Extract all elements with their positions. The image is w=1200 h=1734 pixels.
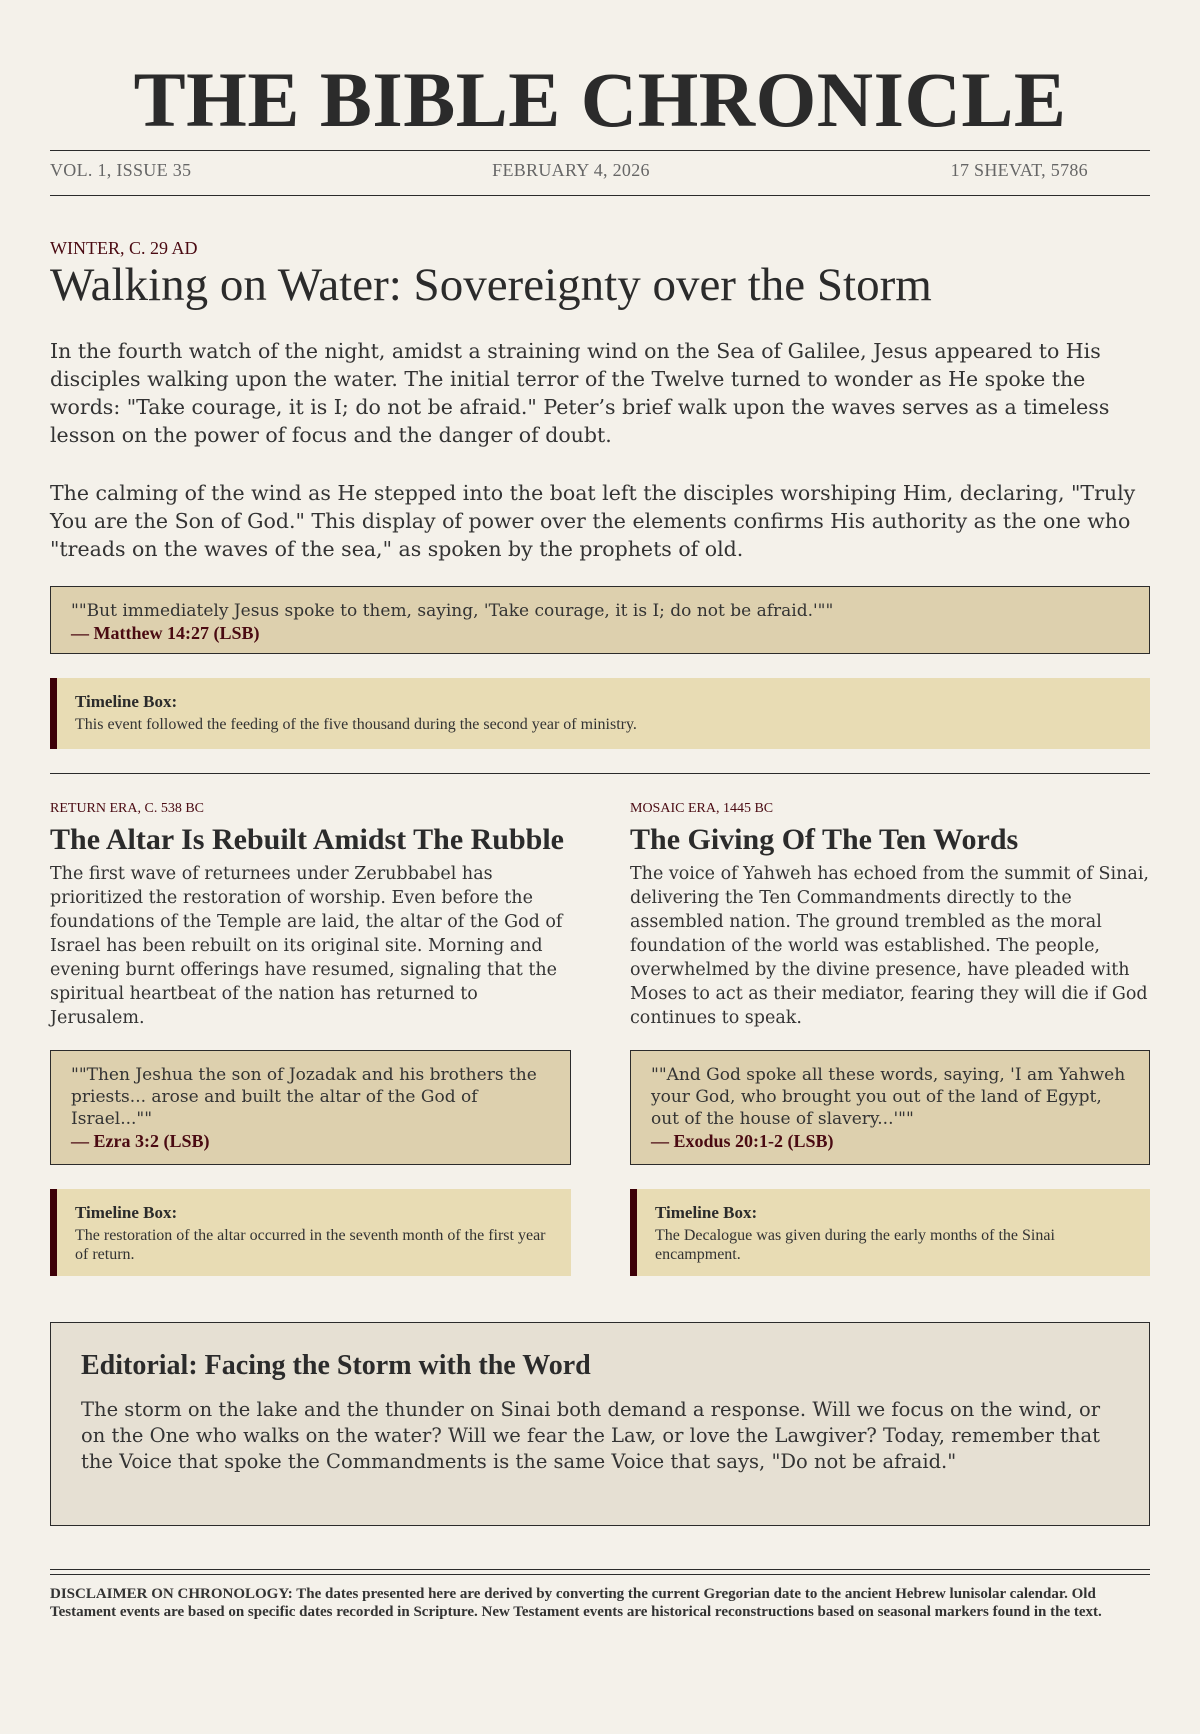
- article-scripture-quote: [630, 1050, 1150, 1165]
- article-headline: The Giving Of The Ten Words: [630, 823, 1019, 856]
- lead-scripture-quote: [50, 586, 1150, 654]
- dateline: [50, 160, 1150, 181]
- article-altar: [50, 800, 571, 1276]
- editorial-title: Editorial: Facing the Storm with the Word: [81, 1350, 591, 1381]
- quote-text: ""But immediately Jesus spoke to them, saying, 'Take courage, it is I; do not be afraid.'"": [71, 601, 834, 621]
- article-headline: The Altar Is Rebuilt Amidst The Rubble: [50, 823, 564, 856]
- article-ten-words: [630, 800, 1150, 1276]
- section-divider: [50, 773, 1150, 774]
- timeline-title: Timeline Box:: [655, 1203, 758, 1222]
- quote-text: ""And God spoke all these words, saying, 'I am Yahweh your God, who brought you out of the land of Egypt, out of the house of slavery...'"": [651, 1065, 1126, 1129]
- editorial-body: The storm on the lake and the thunder on Sinai both demand a response. Will we focus on the wind, or on the One who walks on the water? Will we fear the Law, or love the Lawgiver? Today, remember that the Voice that spoke the Commandments is the same Voice that says, "Do not be afraid.": [81, 1398, 1101, 1473]
- quote-reference: — Ezra 3:2 (LSB): [71, 1131, 210, 1151]
- quote-text: ""Then Jeshua the son of Jozadak and his brothers the priests... arose and built the altar of the God of Israel..."": [71, 1065, 537, 1129]
- article-body: The voice of Yahweh has echoed from the summit of Sinai, delivering the Ten Commandments directly to the assembled nation. The ground trembled as the moral foundation of the world was established. The people, overwhelmed by the divine presence, have pleaded with Moses to act as their mediator, fearing they will die if God continues to speak.: [630, 864, 1149, 1028]
- quote-reference: — Exodus 20:1-2 (LSB): [651, 1131, 834, 1151]
- hebrew-date: 17 SHEVAT, 5786: [950, 160, 1088, 180]
- timeline-title: Timeline Box:: [75, 1203, 178, 1222]
- quote-reference: — Matthew 14:27 (LSB): [71, 623, 260, 643]
- article-scripture-quote: [50, 1050, 571, 1165]
- article-body: The first wave of returnees under Zerubbabel has prioritized the restoration of worship. Even before the foundations of the Temple are laid, the altar of the God of Israel has been rebuilt on its original site. Morning and evening burnt offerings have resumed, signaling that the spiritual heartbeat of the nation has returned to Jerusalem.: [50, 864, 563, 1028]
- article-timeline-box: [50, 1189, 571, 1276]
- lead-kicker: WINTER, C. 29 AD: [50, 238, 198, 258]
- chronology-disclaimer: DISCLAIMER ON CHRONOLOGY: The dates presented here are derived by converting the current Gregorian date to the ancient Hebrew lunisolar calendar. Old Testament events are based on specific dates recorded in Scripture. New Testament events are historical reconstructions based on seasonal markers found in the text.: [50, 1586, 1102, 1620]
- masthead-bottom-rule: [50, 195, 1150, 196]
- lead-paragraph: In the fourth watch of the night, amidst a straining wind on the Sea of Galilee, Jesus appeared to His disciples walking upon the water. The initial terror of the Twelve turned to wonder as He spoke the words: "Take courage, it is I; do not be afraid." Peter’s brief walk upon the waves serves as a timeless lesson on the power of focus and the danger of doubt.: [50, 339, 1110, 447]
- timeline-text: This event followed the feeding of the five thousand during the second year of ministry.: [75, 716, 637, 733]
- issue-date: FEBRUARY 4, 2026: [492, 160, 650, 180]
- article-timeline-box: [630, 1189, 1150, 1276]
- article-kicker: RETURN ERA, C. 538 BC: [50, 801, 205, 816]
- lead-headline: Walking on Water: Sovereignty over the Storm: [50, 259, 932, 311]
- timeline-title: Timeline Box:: [75, 692, 178, 711]
- timeline-text: The restoration of the altar occurred in the seventh month of the first year of return.: [75, 1227, 546, 1263]
- issue-volume: VOL. 1, ISSUE 35: [50, 160, 192, 180]
- footer-double-rule: [50, 1569, 1150, 1575]
- article-kicker: MOSAIC ERA, 1445 BC: [630, 801, 774, 816]
- lead-paragraph: The calming of the wind as He stepped into the boat left the disciples worshiping Him, declaring, "Truly You are the Son of God." This display of power over the elements confirms His authority as the one who "treads on the waves of the sea," as spoken by the prophets of old.: [50, 481, 1136, 561]
- editorial-box: [50, 1322, 1150, 1526]
- masthead-top-rule: [50, 150, 1150, 151]
- masthead-title: THE BIBLE CHRONICLE: [133, 56, 1067, 143]
- lead-timeline-box: [50, 678, 1150, 749]
- lead-body: [50, 337, 1150, 593]
- timeline-text: The Decalogue was given during the early months of the Sinai encampment.: [655, 1227, 1055, 1263]
